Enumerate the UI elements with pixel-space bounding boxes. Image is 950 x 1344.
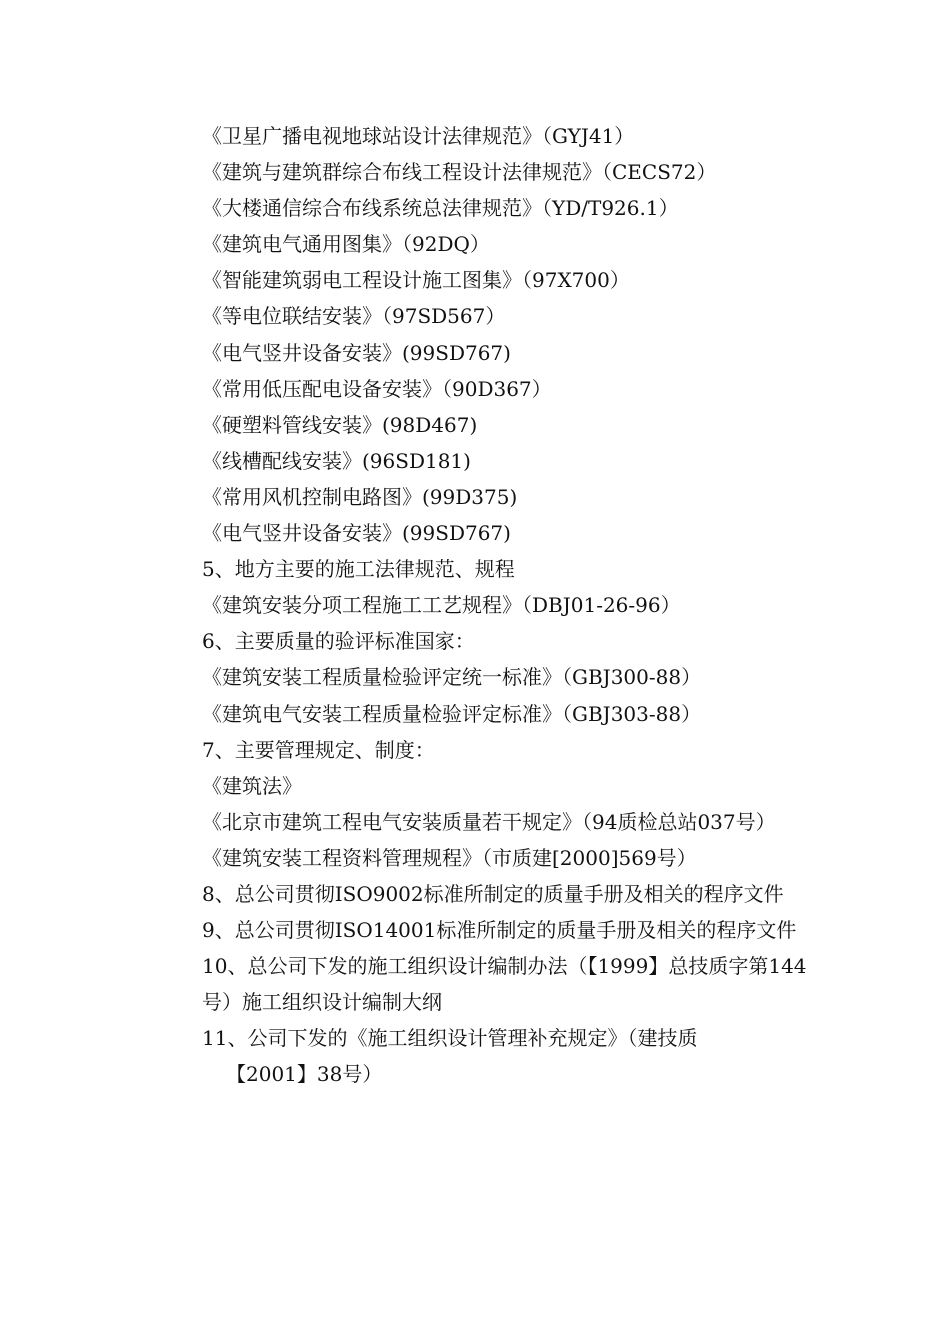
document-body: [202, 118, 812, 1093]
section-paragraph-8: 8、总公司贯彻ISO9002标准所制定的质量手册及相关的程序文件: [202, 881, 784, 906]
section-paragraph-11: 11、公司下发的《施工组织设计管理补充规定》（建技质: [202, 1026, 698, 1051]
standard-line: 《电气竖井设备安装》(99SD767): [202, 340, 511, 365]
section-paragraph-11-continued: 【2001】38号）: [226, 1062, 383, 1087]
standard-line: 《建筑安装工程质量检验评定统一标准》（GBJ300-88）: [202, 665, 702, 690]
standard-line: 《建筑安装分项工程施工工艺规程》（DBJ01-26-96）: [202, 593, 681, 618]
standard-line: 《硬塑料管线安装》(98D467): [202, 412, 478, 437]
standard-line: 《电气竖井设备安装》(99SD767): [202, 521, 511, 546]
standard-line: 《智能建筑弱电工程设计施工图集》（97X700）: [202, 268, 630, 293]
standard-line: 《大楼通信综合布线系统总法律规范》（YD/T926.1）: [202, 196, 679, 221]
standard-line: 《卫星广播电视地球站设计法律规范》（GYJ41）: [202, 124, 635, 148]
section-paragraph-9: 9、总公司贯彻ISO14001标准所制定的质量手册及相关的程序文件: [202, 918, 797, 943]
standard-line: 《等电位联结安装》（97SD567）: [202, 304, 506, 329]
standard-line: 《常用低压配电设备安装》（90D367）: [202, 376, 552, 401]
standard-line: 《常用风机控制电路图》(99D375): [202, 484, 518, 509]
standard-line: 《建筑电气安装工程质量检验评定标准》（GBJ303-88）: [202, 701, 702, 726]
standard-line: 《建筑与建筑群综合布线工程设计法律规范》（CECS72）: [202, 160, 717, 185]
section-paragraph-10: 10、总公司下发的施工组织设计编制办法（【1999】总技质字第144号）施工组织设计编制大纲: [202, 954, 807, 1015]
section-heading-6: 6、主要质量的验评标准国家：: [202, 629, 475, 654]
standard-line: 《建筑安装工程资料管理规程》（市质建[2000]569号）: [202, 845, 697, 870]
section-heading-5: 5、地方主要的施工法律规范、规程: [202, 557, 515, 582]
section-heading-7: 7、主要管理规定、制度：: [202, 737, 435, 762]
standard-line: 《建筑电气通用图集》（92DQ）: [202, 232, 490, 257]
standard-line: 《建筑法》: [202, 773, 302, 798]
standard-line: 《线槽配线安装》(96SD181): [202, 448, 471, 473]
regulation-paragraph: 《北京市建筑工程电气安装质量若干规定》（94质检总站037号）: [202, 809, 776, 834]
